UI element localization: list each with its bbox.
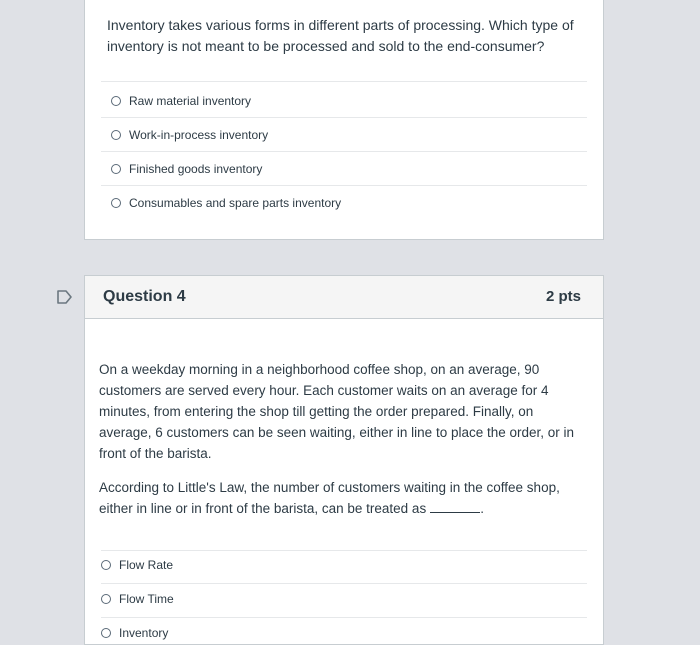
- question-4-paragraph-2: [99, 477, 579, 519]
- radio-button[interactable]: [111, 164, 121, 174]
- option-flow-time[interactable]: [101, 592, 174, 606]
- question-4-header: [85, 276, 603, 319]
- option-work-in-process-inventory[interactable]: [111, 128, 268, 142]
- option-raw-material-inventory[interactable]: [111, 94, 251, 108]
- option-label: Consumables and spare parts inventory: [129, 196, 342, 210]
- radio-button[interactable]: [101, 594, 111, 604]
- question-4-paragraph-1: On a weekday morning in a neighborhood coffee shop, on an average, 90 customers are served every hour. Each customer waits on an average for 4 minutes, from entering the shop till getting the order prepared. Finally, on average, 6 customers can be seen waiting, either in line to place the order, or in front of the barista.: [99, 362, 575, 461]
- question-3-prompt: Inventory takes various forms in different parts of processing. Which type of inventory is not meant to be processed and sold to the end-consumer?: [107, 17, 574, 54]
- flag-question-icon[interactable]: [56, 289, 74, 305]
- divider: [101, 185, 587, 186]
- divider: [101, 583, 587, 584]
- option-inventory[interactable]: [101, 626, 168, 640]
- question-title: Question 4: [103, 288, 186, 305]
- option-label: Flow Time: [119, 592, 174, 606]
- question-4-card: [84, 275, 604, 645]
- question-points: 2 pts: [545, 288, 581, 305]
- radio-button[interactable]: [111, 130, 121, 140]
- option-label: Raw material inventory: [129, 94, 252, 108]
- radio-button[interactable]: [111, 198, 121, 208]
- question-4-prompt: According to Little's Law, the number of customers waiting in the coffee shop, either in line or in front of the barista, can be treated as: [99, 480, 560, 516]
- answer-blank: [430, 500, 480, 513]
- question-3-card: [84, 0, 604, 240]
- option-consumables-and-spare-parts-inventory[interactable]: [111, 196, 341, 210]
- prompt-end: .: [480, 501, 484, 516]
- radio-button[interactable]: [101, 560, 111, 570]
- option-label: Work-in-process inventory: [129, 128, 269, 142]
- divider: [101, 81, 587, 82]
- radio-button[interactable]: [111, 96, 121, 106]
- option-flow-rate[interactable]: [101, 558, 173, 572]
- divider: [101, 617, 587, 618]
- option-label: Inventory: [119, 626, 169, 640]
- divider: [101, 550, 587, 551]
- divider: [101, 151, 587, 152]
- option-label: Flow Rate: [119, 558, 174, 572]
- option-finished-goods-inventory[interactable]: [111, 162, 262, 176]
- divider: [101, 117, 587, 118]
- option-label: Finished goods inventory: [129, 162, 263, 176]
